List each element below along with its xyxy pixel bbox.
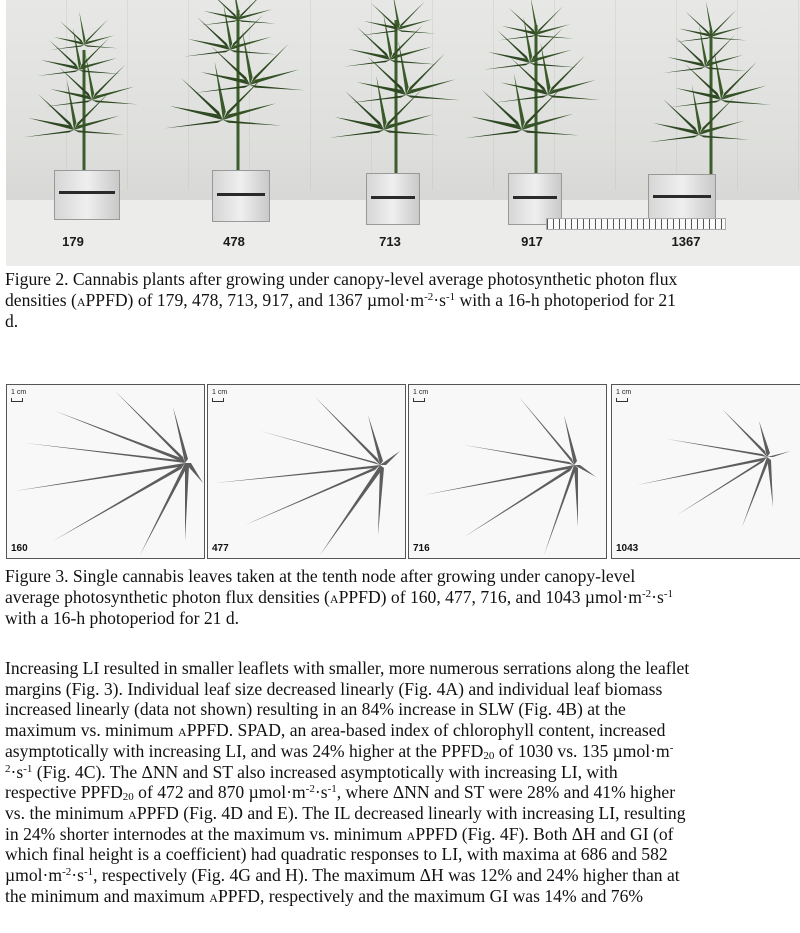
plant-2 bbox=[164, 0, 304, 170]
body-line: in 24% shorter internodes at the maximum vs. minimum aPPFD (Fig. 4F). Both ΔH and GI (of bbox=[5, 823, 674, 844]
leaf-image bbox=[409, 385, 606, 558]
leaf-image bbox=[612, 385, 800, 558]
leaf-panel-477 bbox=[207, 384, 406, 559]
plant-3 bbox=[329, 0, 460, 175]
plant-4 bbox=[465, 0, 600, 175]
leaf-panel-1043 bbox=[611, 384, 800, 559]
rockwool-cube-2 bbox=[212, 170, 270, 222]
scale-bar: 1 cm bbox=[11, 389, 26, 402]
body-line: maximum vs. minimum aPPFD. SPAD, an area-based index of chlorophyll content, increased bbox=[5, 720, 666, 741]
leaf-panel-716 bbox=[408, 384, 607, 559]
rockwool-cube-1 bbox=[54, 170, 120, 220]
leaf-label: 160 bbox=[11, 543, 28, 554]
figure3-leaf-panels bbox=[6, 384, 800, 559]
plant-label-478: 478 bbox=[223, 234, 245, 249]
body-line: respective $PPFD_{20}$ of 472 and 870 $\mu mol\cdot m^{-2}\cdot s^{-1}$, where ΔNN and ST were 28% and 41% higher bbox=[5, 782, 676, 804]
scale-bar: 1 cm bbox=[212, 389, 227, 402]
figure2-caption bbox=[5, 269, 800, 332]
plant-label-713: 713 bbox=[379, 234, 401, 249]
caption-line: densities (aPPFD) of 179, 478, 713, 917, and 1367 $\mu mol\cdot m^{-2}\cdot s^{-1}$ with a 16-h photoperiod for 21 bbox=[5, 290, 676, 310]
body-line: the minimum and maximum aPPFD, respectively and the maximum GI was 14% and 76% bbox=[5, 885, 644, 906]
body-line: $\mu mol\cdot m^{-2}\cdot s^{-1}$, respectively (Fig. 4G and H). The maximum ΔH was 12% and 24% higher than at bbox=[5, 865, 680, 886]
leaf-image bbox=[208, 385, 405, 558]
leaf-panel-160 bbox=[6, 384, 205, 559]
leaf-label: 1043 bbox=[616, 543, 639, 554]
body-line: Increasing LI resulted in smaller leaflets with smaller, more numerous serrations along the leaflet bbox=[5, 658, 690, 678]
body-paragraph bbox=[5, 658, 800, 906]
body-line: $^2\cdot s^{-1}$ (Fig. 4C). The ΔNN and ST also increased asymptotically with increasing LI, with bbox=[5, 761, 618, 782]
body-line: margins (Fig. 3). Individual leaf size decreased linearly (Fig. 4A) and individual leaf biomass bbox=[5, 678, 663, 699]
plant-label-917: 917 bbox=[521, 234, 543, 249]
rockwool-cube-3 bbox=[366, 173, 420, 225]
caption-line: Figure 2. Cannabis plants after growing under canopy-level average photosynthetic photon flux bbox=[5, 269, 678, 289]
body-line: vs. the minimum aPPFD (Fig. 4D and E). The IL decreased linearly with increasing LI, resulting bbox=[5, 802, 686, 823]
plant-label-179: 179 bbox=[62, 234, 84, 249]
body-line: asymptotically with increasing LI, and was 24% higher at the $PPFD_{20}$ of 1030 vs. 135 µmol·m- bbox=[5, 740, 674, 762]
plant-5 bbox=[649, 1, 772, 175]
leaf-label: 477 bbox=[212, 543, 229, 554]
body-line: increased linearly (data not shown) resulting in an 84% increase in SLW (Fig. 4B) at the bbox=[5, 699, 626, 720]
scale-bar: 1 cm bbox=[413, 389, 428, 402]
plant-label-1367: 1367 bbox=[671, 234, 701, 249]
plant-1 bbox=[24, 11, 139, 170]
leaf-label: 716 bbox=[413, 543, 430, 554]
leaf-image bbox=[7, 385, 204, 558]
caption-line: with a 16-h photoperiod for 21 d. bbox=[5, 608, 240, 628]
figure2-photo bbox=[6, 0, 800, 266]
caption-line: Figure 3. Single cannabis leaves taken at the tenth node after growing under canopy-level bbox=[5, 566, 636, 586]
scale-bar: 1 cm bbox=[616, 389, 631, 402]
rockwool-cube-5 bbox=[648, 174, 716, 222]
caption-line: d. bbox=[5, 311, 19, 331]
caption-line: average photosynthetic photon flux densities (aPPFD) of 160, 477, 716, and 1043 $\mu mol\cdot m^{-2}\cdot s^{-1}$ bbox=[5, 587, 674, 607]
figure3-caption bbox=[5, 566, 800, 629]
ruler bbox=[546, 218, 726, 230]
body-line: which final height is a coefficient) had quadratic responses to LI, with maxima at 686 and 582 bbox=[5, 844, 668, 865]
